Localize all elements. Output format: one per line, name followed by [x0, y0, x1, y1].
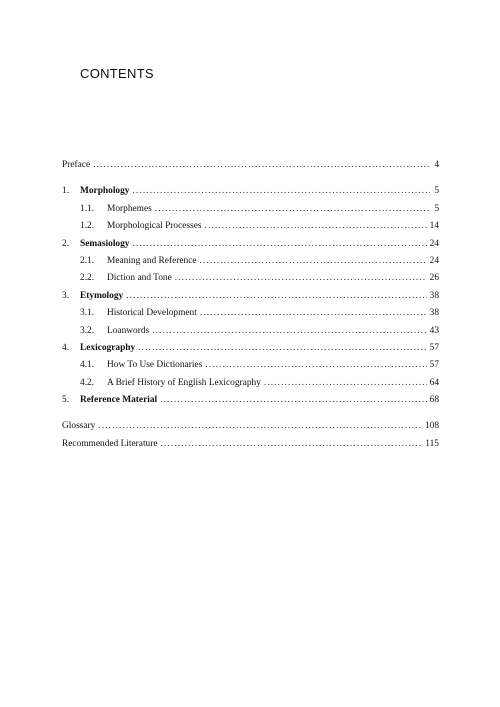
- toc-page-number: 24: [429, 238, 439, 249]
- toc-page-number: 24: [429, 255, 439, 266]
- dot-leader: [132, 236, 426, 253]
- dot-leader: [93, 157, 430, 174]
- section-title: Morphological Processes: [107, 221, 202, 232]
- section-title: Loanwords: [107, 325, 150, 336]
- toc-page-number: 38: [429, 308, 439, 319]
- toc-page-number: 14: [429, 221, 439, 232]
- chapter-number: 1.: [62, 186, 70, 197]
- section-number: 4.1.: [80, 360, 95, 371]
- section-title: How To Use Dictionaries: [107, 360, 203, 371]
- dot-leader: [161, 436, 423, 453]
- section-number: 2.2.: [80, 273, 95, 284]
- chapter-title: Reference Material: [80, 395, 158, 406]
- toc-page-number: 5: [434, 203, 439, 214]
- toc-section-brief-history[interactable]: [62, 375, 439, 392]
- toc-page-number: 26: [429, 273, 439, 284]
- toc-section-diction-and-tone[interactable]: [62, 270, 439, 287]
- dot-leader: [200, 305, 427, 322]
- section-number: 1.2.: [80, 221, 95, 232]
- table-of-contents: [62, 157, 439, 453]
- dot-leader: [126, 288, 426, 305]
- section-title: Diction and Tone: [107, 273, 172, 284]
- section-title: Morphemes: [107, 203, 152, 214]
- dot-leader: [200, 253, 427, 270]
- dot-leader: [155, 201, 430, 218]
- toc-section-how-to-use-dictionaries[interactable]: [62, 357, 439, 374]
- section-number: 1.1.: [80, 203, 95, 214]
- section-number: 4.2.: [80, 377, 95, 388]
- toc-entry-preface[interactable]: [62, 157, 439, 174]
- chapter-title: Semasiology: [80, 238, 130, 249]
- dot-leader: [132, 183, 430, 200]
- dot-leader: [264, 375, 427, 392]
- chapter-number: 2.: [62, 238, 70, 249]
- section-number: 3.2.: [80, 325, 95, 336]
- section-title: Historical Development: [107, 308, 197, 319]
- toc-page-number: 57: [429, 360, 439, 371]
- section-title: A Brief History of English Lexicography: [107, 377, 261, 388]
- toc-section-loanwords[interactable]: [62, 323, 439, 340]
- toc-page-number: 38: [429, 290, 439, 301]
- toc-chapter-morphology[interactable]: [62, 183, 439, 200]
- toc-page-number: 43: [429, 325, 439, 336]
- toc-entry-title: Glossary: [62, 421, 96, 432]
- toc-section-morphemes[interactable]: [62, 201, 439, 218]
- chapter-title: Lexicography: [80, 342, 136, 353]
- section-number: 3.1.: [80, 308, 95, 319]
- dot-leader: [205, 357, 426, 374]
- toc-entry-title: Preface: [62, 160, 91, 170]
- toc-page-number: 64: [429, 377, 439, 388]
- toc-entry-title: Recommended Literature: [62, 438, 158, 449]
- chapter-number: 5.: [62, 395, 70, 406]
- dot-leader: [138, 340, 426, 357]
- toc-entry-glossary[interactable]: [62, 418, 439, 435]
- dot-leader: [98, 418, 422, 435]
- chapter-number: 3.: [62, 290, 70, 301]
- toc-section-meaning-and-reference[interactable]: [62, 253, 439, 270]
- toc-page-number: 108: [424, 421, 439, 432]
- toc-chapter-reference-material[interactable]: [62, 392, 439, 409]
- dot-leader: [160, 392, 427, 409]
- toc-entry-recommended-literature[interactable]: [62, 436, 439, 453]
- toc-page-number: 115: [425, 438, 439, 449]
- toc-page-number: 5: [434, 186, 439, 197]
- page-title: CONTENTS: [80, 66, 154, 81]
- toc-chapter-etymology[interactable]: [62, 288, 439, 305]
- toc-page-number: 68: [429, 395, 439, 406]
- toc-page-number: 57: [429, 342, 439, 353]
- dot-leader: [152, 323, 426, 340]
- toc-chapter-semasiology[interactable]: [62, 236, 439, 253]
- chapter-number: 4.: [62, 342, 70, 353]
- section-title: Meaning and Reference: [107, 255, 197, 266]
- chapter-title: Morphology: [80, 186, 130, 197]
- section-number: 2.1.: [80, 255, 95, 266]
- dot-leader: [205, 218, 427, 235]
- toc-chapter-lexicography[interactable]: [62, 340, 439, 357]
- toc-section-morphological-processes[interactable]: [62, 218, 439, 235]
- dot-leader: [175, 270, 427, 287]
- toc-page-number: 4: [434, 160, 439, 170]
- toc-section-historical-development[interactable]: [62, 305, 439, 322]
- chapter-title: Etymology: [80, 290, 124, 301]
